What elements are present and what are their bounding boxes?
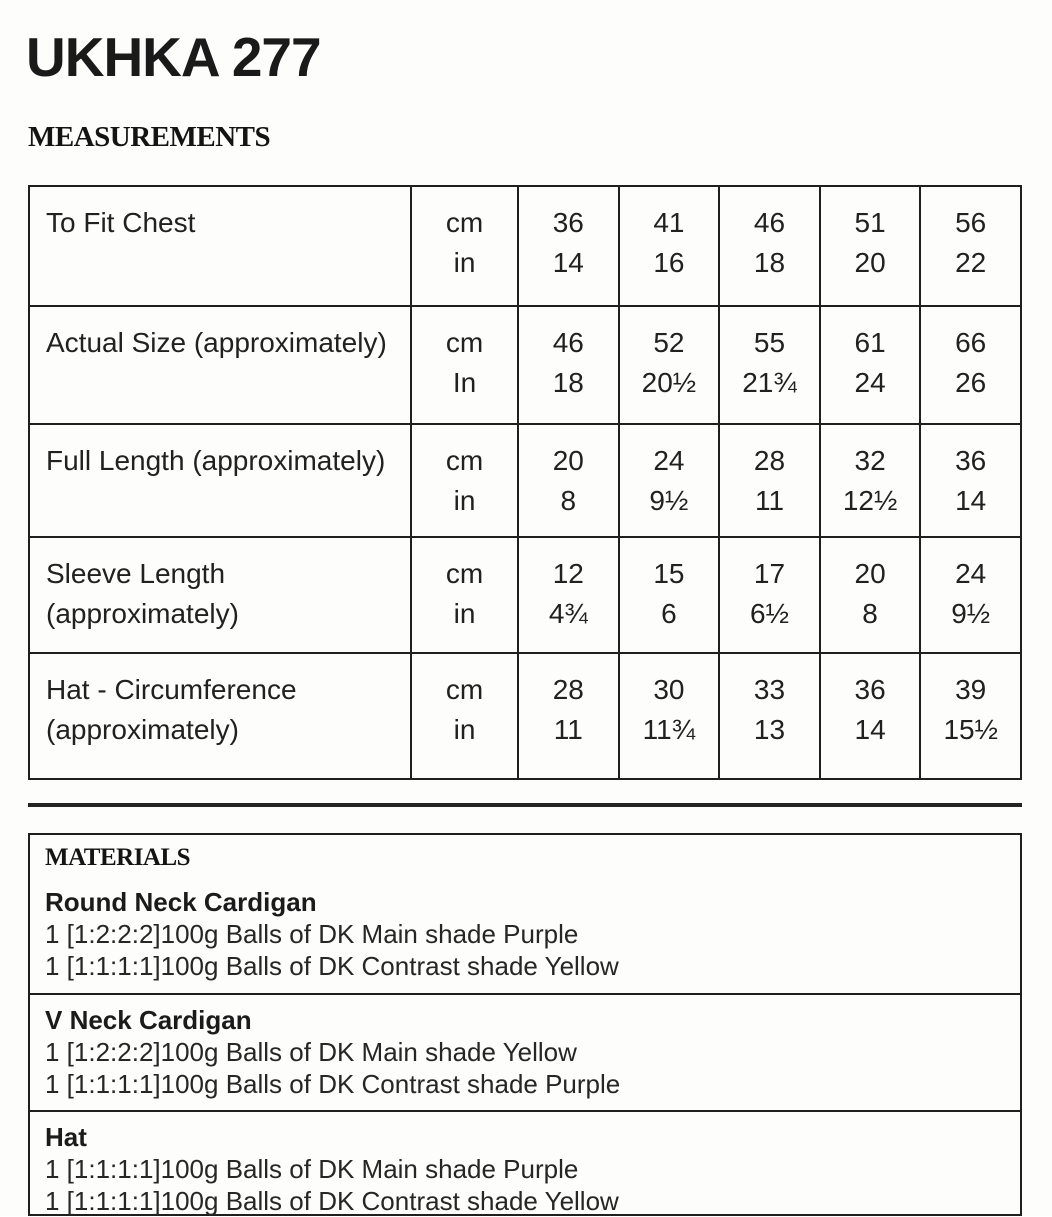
value-cell: 36 14 bbox=[919, 425, 1020, 536]
row-label: Actual Size (approximately) bbox=[46, 327, 387, 358]
material-section bbox=[30, 835, 1020, 993]
value-cell: 28 11 bbox=[718, 425, 819, 536]
unit-cell: cm In bbox=[410, 307, 517, 423]
value-cell: 66 26 bbox=[919, 307, 1020, 423]
table-row bbox=[30, 423, 1020, 536]
divider-rule bbox=[28, 803, 1022, 807]
material-section bbox=[30, 993, 1020, 1110]
unit-cell: cm in bbox=[410, 425, 517, 536]
value-cell: 30 11¾ bbox=[618, 654, 719, 778]
unit-cell: cm in bbox=[410, 187, 517, 305]
table-row bbox=[30, 652, 1020, 778]
value-cell: 51 20 bbox=[819, 187, 920, 305]
measurements-heading: MEASUREMENTS bbox=[28, 121, 271, 153]
value-cell: 41 16 bbox=[618, 187, 719, 305]
value-cell: 24 9½ bbox=[919, 538, 1020, 652]
table-row bbox=[30, 187, 1020, 305]
row-label: Full Length (approximately) bbox=[46, 445, 386, 476]
value-cell: 15 6 bbox=[618, 538, 719, 652]
value-cell: 61 24 bbox=[819, 307, 920, 423]
table-row bbox=[30, 536, 1020, 652]
page-title: UKHKA 277 bbox=[26, 26, 321, 88]
value-cell: 17 6½ bbox=[718, 538, 819, 652]
value-cell: 24 9½ bbox=[618, 425, 719, 536]
value-cell: 55 21¾ bbox=[718, 307, 819, 423]
value-cell: 32 12½ bbox=[819, 425, 920, 536]
value-cell: 20 8 bbox=[517, 425, 618, 536]
material-section bbox=[30, 1110, 1020, 1217]
value-cell: 39 15½ bbox=[919, 654, 1020, 778]
material-line: 1 [1:1:1:1]100g Balls of DK Contrast shade Yellow bbox=[45, 950, 619, 981]
value-cell: 52 20½ bbox=[618, 307, 719, 423]
row-label: Sleeve Length (approximately) bbox=[46, 558, 239, 629]
value-cell: 33 13 bbox=[718, 654, 819, 778]
row-label: To Fit Chest bbox=[46, 207, 196, 238]
material-line: 1 [1:1:1:1]100g Balls of DK Main shade Purple bbox=[45, 1154, 579, 1184]
value-cell: 36 14 bbox=[819, 654, 920, 778]
material-line: 1 [1:1:1:1]100g Balls of DK Contrast shade Yellow bbox=[45, 1186, 619, 1216]
unit-cell: cm in bbox=[410, 654, 517, 778]
material-section-title: V Neck Cardigan bbox=[45, 1005, 252, 1035]
table-row bbox=[30, 305, 1020, 423]
material-section-title: Round Neck Cardigan bbox=[45, 886, 317, 917]
material-line: 1 [1:2:2:2]100g Balls of DK Main shade Yellow bbox=[45, 1037, 577, 1067]
materials-heading: MATERIALS bbox=[45, 844, 191, 871]
material-line: 1 [1:1:1:1]100g Balls of DK Contrast shade Purple bbox=[45, 1069, 621, 1099]
material-line: 1 [1:2:2:2]100g Balls of DK Main shade Purple bbox=[45, 918, 579, 949]
value-cell: 56 22 bbox=[919, 187, 1020, 305]
materials-box bbox=[28, 833, 1022, 1216]
value-cell: 46 18 bbox=[517, 307, 618, 423]
material-section-title: Hat bbox=[45, 1122, 87, 1152]
row-label: Hat - Circumference (approximately) bbox=[46, 674, 297, 745]
value-cell: 28 11 bbox=[517, 654, 618, 778]
value-cell: 46 18 bbox=[718, 187, 819, 305]
value-cell: 20 8 bbox=[819, 538, 920, 652]
measurements-table bbox=[28, 185, 1022, 780]
unit-cell: cm in bbox=[410, 538, 517, 652]
value-cell: 36 14 bbox=[517, 187, 618, 305]
value-cell: 12 4¾ bbox=[517, 538, 618, 652]
